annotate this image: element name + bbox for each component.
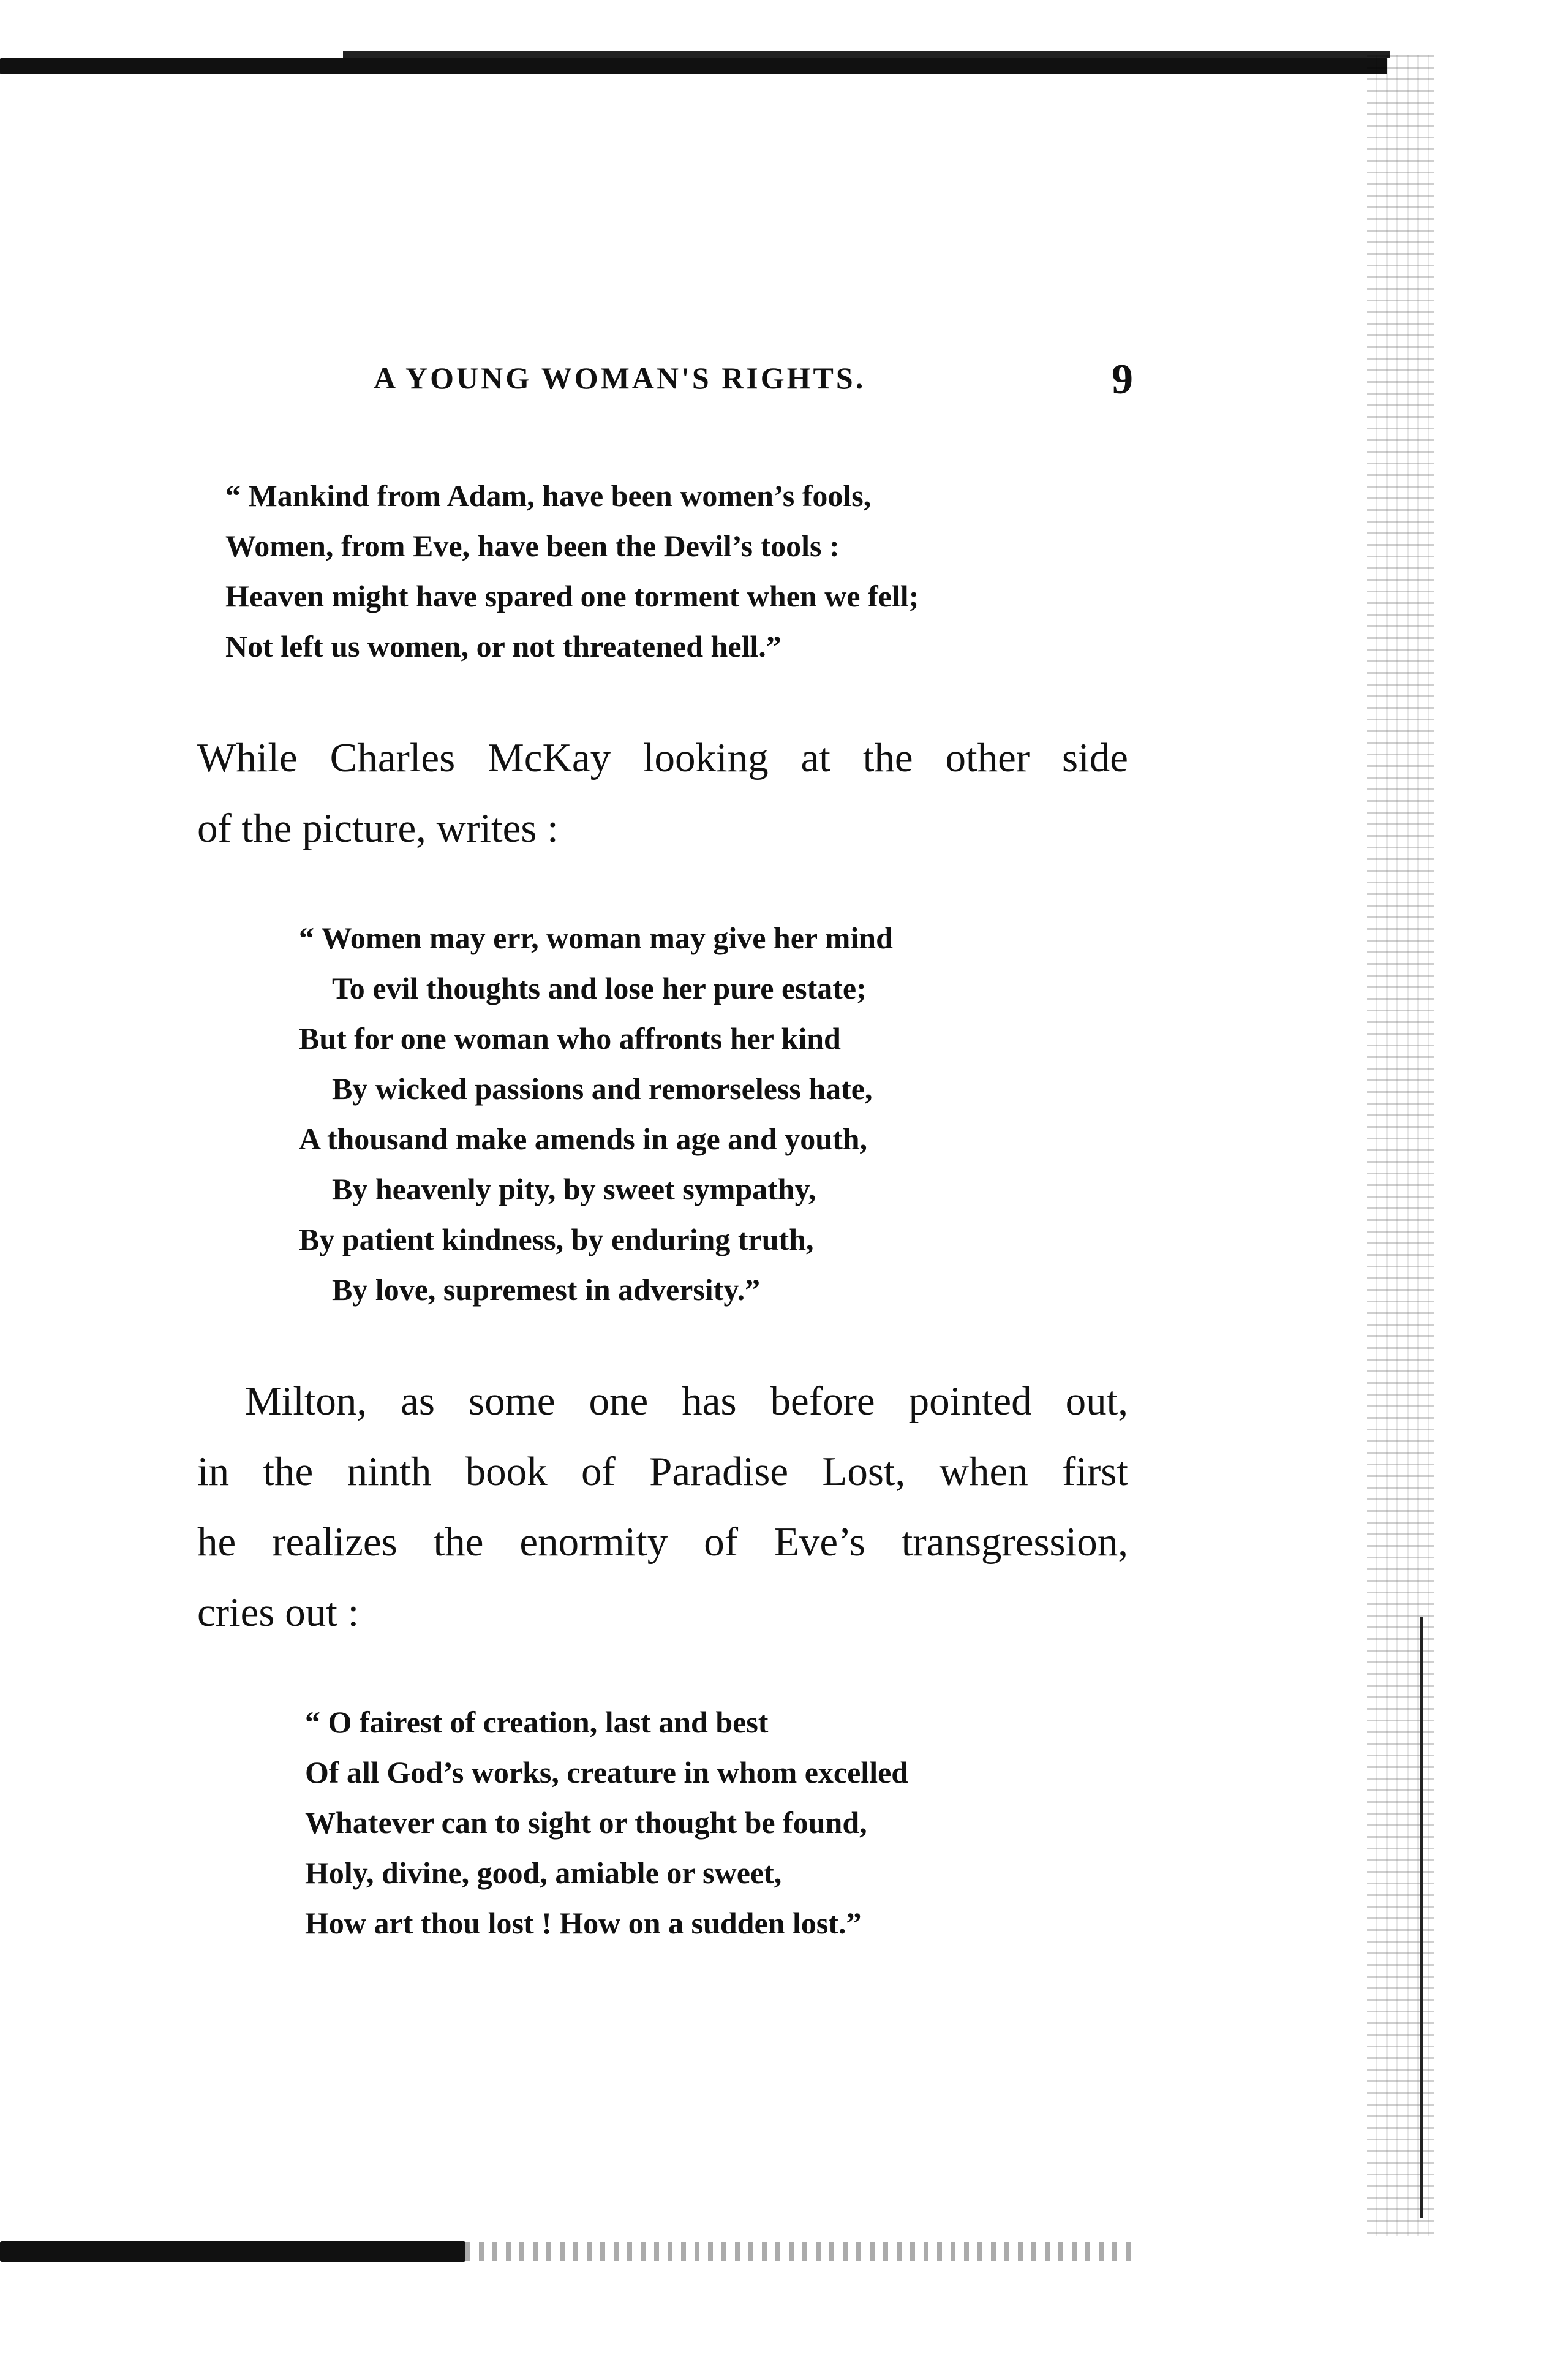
top-border-rule [0,58,1387,74]
verse-line: Whatever can to sight or thought be found, [305,1805,867,1840]
verse-line: How art thou lost ! How on a sudden lost.” [305,1906,862,1940]
verse-quotation-1 [225,470,919,671]
verse-line: Women, from Eve, have been the Devil’s tools : [225,529,840,563]
verse-line: To evil thoughts and lose her pure estate; [332,971,867,1005]
verse-line: “ O fairest of creation, last and best [305,1705,769,1739]
paragraph-line: Milton, as some one has before pointed out, [245,1378,1128,1424]
page-edge-line [1420,1617,1423,2218]
bottom-border-speckle [465,2242,1139,2261]
top-border-rule-thin [343,51,1390,58]
verse-line: By wicked passions and remorseless hate, [332,1071,873,1106]
paragraph-line: cries out : [197,1590,360,1635]
verse-line: By patient kindness, by enduring truth, [299,1222,814,1256]
verse-line: But for one woman who affronts her kind [299,1021,841,1056]
verse-line: Not left us women, or not threatened hell.” [225,629,782,663]
verse-line: Of all God’s works, creature in whom excelled [305,1755,909,1789]
verse-line: Heaven might have spared one torment when we fell; [225,579,919,613]
verse-line: By love, supremest in adversity.” [332,1272,761,1307]
verse-quotation-2 [299,913,893,1315]
paragraph-1 [197,723,1128,864]
page-number: 9 [1112,356,1133,403]
paragraph-2 [197,1366,1128,1648]
verse-line: By heavenly pity, by sweet sympathy, [332,1172,816,1206]
paragraph-line: he realizes the enormity of Eve’s transgression, [197,1519,1128,1565]
page-header [343,355,1133,404]
paragraph-line: of the picture, writes : [197,806,559,851]
verse-line: Holy, divine, good, amiable or sweet, [305,1856,782,1890]
page-edge-speckle [1367,55,1434,2236]
verse-quotation-3 [305,1697,908,1948]
verse-line: “ Mankind from Adam, have been women’s fools, [225,478,872,513]
paragraph-line: While Charles McKay looking at the other side [197,735,1128,780]
bottom-border-rule [0,2241,465,2262]
verse-line: “ Women may err, woman may give her mind [299,921,893,955]
running-head: A YOUNG WOMAN'S RIGHTS. [374,361,866,395]
paragraph-line: in the ninth book of Paradise Lost, when first [197,1449,1128,1494]
verse-line: A thousand make amends in age and youth, [299,1122,868,1156]
